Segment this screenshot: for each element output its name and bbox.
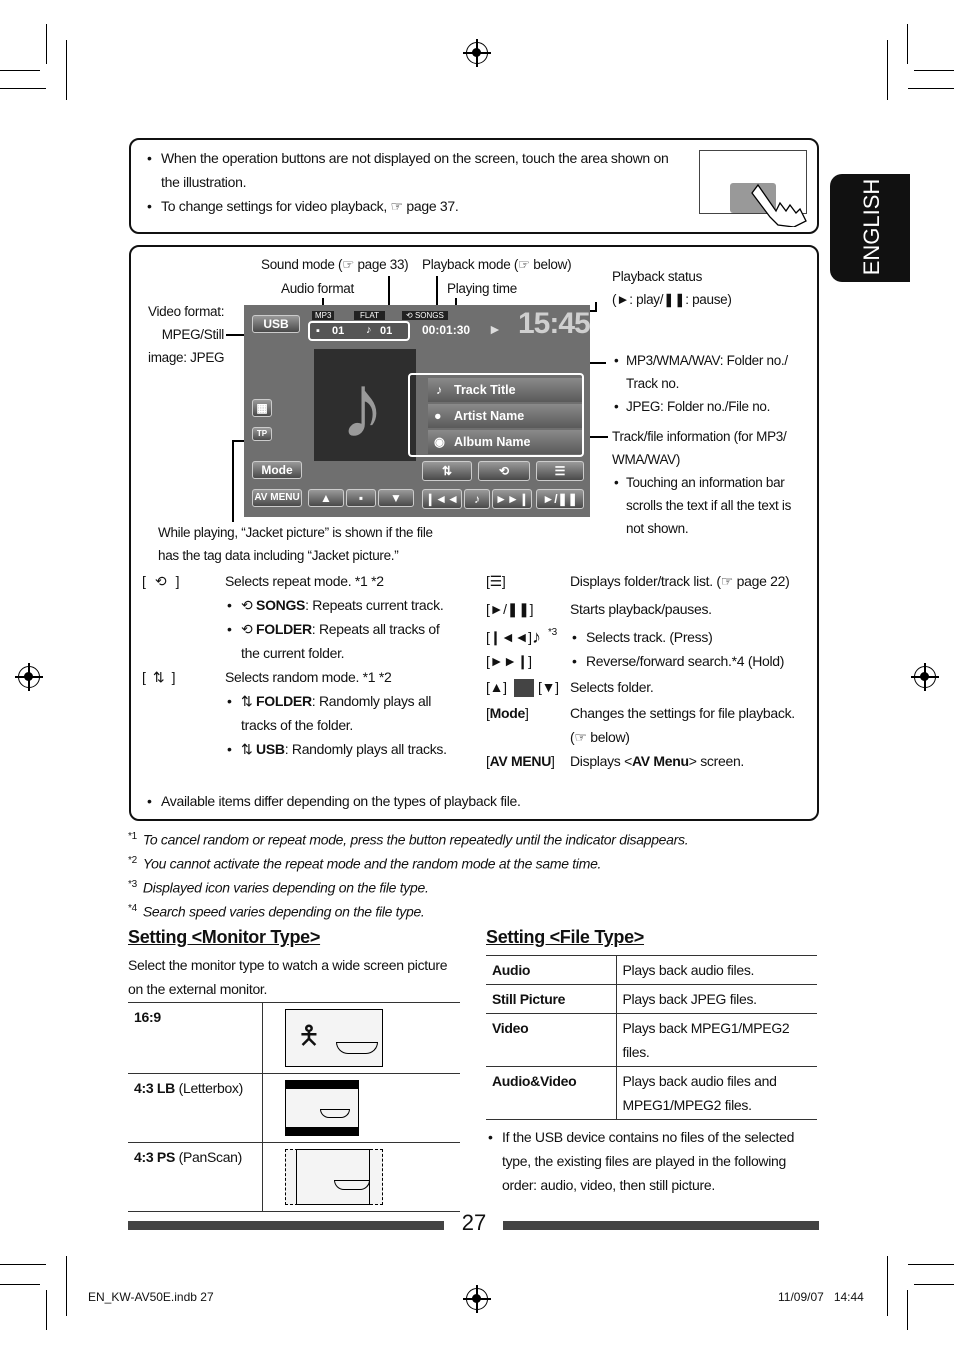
crop-mark	[0, 1284, 40, 1285]
filetype-name: Audio	[486, 956, 616, 985]
filetype-desc: Plays back JPEG files.	[616, 985, 817, 1014]
footnote-text: To cancel random or repeat mode, press the button repeatedly until the indicator disappears.	[142, 831, 689, 848]
track-title: Track Title	[454, 383, 516, 397]
random-key: [ ⇅ ]	[142, 665, 175, 689]
tp-button[interactable]: TP	[252, 427, 272, 441]
clock-display: 15:45	[518, 307, 590, 340]
random-folder-text-2: tracks of the folder.	[241, 717, 353, 733]
monitor-desc-line: on the external monitor.	[128, 981, 268, 997]
repeat-row	[142, 569, 472, 593]
hand-pointer-icon	[750, 181, 810, 227]
folder-row	[486, 675, 806, 701]
footnote	[128, 825, 688, 852]
random-icon: ⇅	[241, 693, 257, 709]
bottom-note: • Available items differ depending on the types of playback file.	[145, 789, 954, 813]
random-desc: Selects random mode. *1 *2	[225, 669, 392, 685]
mode-desc-2: (☞ below)	[570, 729, 630, 745]
crop-mark	[0, 1264, 46, 1265]
mode-button[interactable]: Mode	[252, 461, 302, 479]
monitor-option-rest: (Letterbox)	[175, 1080, 243, 1096]
footnote-mark: *1	[128, 831, 137, 842]
page-number: 27	[461, 1210, 487, 1235]
monitor-desc	[128, 953, 447, 1001]
monitor-table	[128, 1002, 460, 1212]
random-usb-label: USB	[256, 741, 285, 757]
footer-bar-right	[503, 1221, 819, 1230]
mode-row	[486, 701, 806, 749]
filetype-row[interactable]	[486, 956, 817, 985]
sound-mode-indicator: FLAT	[354, 311, 385, 320]
footnote-ref: *3	[548, 627, 557, 638]
list-row	[486, 569, 806, 597]
repeat-icon: ⟲	[241, 597, 257, 613]
mode-desc: Changes the settings for file playback.	[570, 705, 795, 721]
avmenu-desc-pre: Displays <	[570, 753, 632, 769]
filetype-desc: Plays back audio files.	[616, 956, 817, 985]
track-row	[486, 625, 806, 673]
album-name-bar[interactable]	[428, 430, 582, 454]
crop-mark	[908, 1264, 954, 1265]
monitor-panscan-illustration	[285, 1149, 383, 1205]
filetype-heading: Setting <File Type>	[486, 927, 645, 947]
track-title-bar[interactable]	[428, 378, 582, 402]
note-icon: ♪	[436, 383, 443, 397]
filetype-table	[486, 955, 817, 1120]
play-desc: Starts playback/pauses.	[570, 601, 712, 617]
callout-jacket: has the tag data including “Jacket picture.”	[158, 548, 399, 563]
crop-mark	[908, 88, 954, 89]
track-hold-desc: • Reverse/forward search.*4 (Hold)	[570, 649, 784, 673]
list-key: [☰]	[486, 573, 506, 589]
registration-mark	[466, 42, 488, 64]
crop-mark	[46, 1290, 47, 1330]
random-usb	[225, 737, 472, 761]
album-name: Album Name	[454, 435, 531, 449]
registration-mark	[466, 1288, 488, 1310]
footer-file-info: EN_KW-AV50E.indb 27	[88, 1290, 214, 1304]
filetype-desc: Plays back audio files and MPEG1/MPEG2 files.	[616, 1067, 817, 1120]
avmenu-desc-post: > screen.	[688, 753, 745, 769]
top-note-bullet: • To change settings for video playback, ☞ page 37.	[145, 194, 685, 218]
repeat-folder-text: : Repeats all tracks of	[311, 621, 440, 637]
repeat-key: [ ⟲ ]	[142, 569, 179, 593]
callout-line	[232, 440, 234, 522]
folder-icon: ▪	[346, 489, 376, 507]
mode-key-label: Mode	[489, 705, 525, 721]
monitor-row[interactable]	[128, 1143, 460, 1212]
callout-playback-mode: Playback mode (☞ below)	[422, 257, 572, 272]
crop-mark	[0, 88, 46, 89]
crop-mark	[907, 1290, 908, 1330]
up-key: [▲]	[486, 679, 507, 695]
person-icon: ●	[434, 409, 442, 423]
footnote-text: Displayed icon varies depending on the file type.	[142, 879, 429, 896]
callout-track-info-text: scrolls the text if all the text is	[626, 498, 792, 513]
track-press-desc: • Selects track. (Press)	[570, 625, 712, 649]
folder-up-button[interactable]: ▲	[308, 489, 344, 507]
avmenu-key-label: AV MENU	[489, 753, 552, 769]
footnote-mark: *3	[128, 879, 137, 890]
down-key: [▼]	[538, 679, 559, 695]
left-description	[142, 569, 472, 761]
avmenu-key: [AV MENU]	[486, 753, 555, 769]
callout-folder: • MP3/WMA/WAV: Folder no./	[614, 353, 788, 368]
touch-area-illustration	[699, 150, 807, 214]
audio-format-indicator: MP3	[312, 311, 334, 320]
jacket-picture	[314, 349, 416, 461]
avmenu-desc-bold: AV Menu	[631, 753, 689, 769]
footnote-text: Search speed varies depending on the file type.	[142, 903, 425, 920]
monitor-option	[128, 1074, 262, 1143]
filetype-row[interactable]	[486, 985, 817, 1014]
folder-icon	[514, 679, 534, 697]
monitor-option-bold: 16:9	[134, 1009, 161, 1025]
track-number: 01	[380, 325, 393, 337]
crop-mark	[914, 70, 954, 71]
filetype-name: Audio&Video	[486, 1067, 616, 1120]
monitor-desc-line: Select the monitor type to watch a wide screen picture	[128, 957, 448, 973]
boat-icon	[334, 1180, 370, 1190]
crop-mark	[887, 1256, 888, 1316]
repeat-songs-text: : Repeats current track.	[305, 597, 444, 613]
language-tab-label: ENGLISH	[859, 178, 884, 276]
random-usb-text: : Randomly plays all tracks.	[284, 741, 447, 757]
top-note-box	[129, 138, 819, 234]
playback-mode-label: SONGS	[414, 311, 444, 320]
monitor-heading: Setting <Monitor Type>	[128, 927, 321, 947]
monitor-illustration-cell	[262, 1143, 460, 1212]
playback-mode-indicator: ⟲ SONGS	[402, 311, 448, 320]
callout-playing-time: Playing time	[447, 281, 517, 296]
boat-icon	[320, 1109, 350, 1118]
folder-desc: Selects folder.	[570, 679, 654, 695]
monitor-row[interactable]	[128, 1003, 460, 1074]
footer-date: 11/09/07 14:44	[778, 1290, 864, 1304]
filetype-row[interactable]	[486, 1014, 817, 1067]
monitor-option-bold: 4:3 PS	[134, 1149, 175, 1165]
crop-mark	[907, 24, 908, 64]
callout-track-info-text: not shown.	[626, 521, 689, 536]
crop-mark	[914, 1284, 954, 1285]
repeat-icon: ⟲	[154, 573, 167, 589]
next-key: [►►❙]	[486, 653, 532, 669]
crop-mark	[887, 40, 888, 100]
boat-icon	[336, 1042, 378, 1054]
crop-mark	[66, 1256, 67, 1316]
repeat-icon: ⟲	[241, 621, 257, 637]
filetype-desc: Plays back MPEG1/MPEG2 files.	[616, 1014, 817, 1067]
crop-mark	[0, 70, 40, 71]
monitor-option-rest: (PanScan)	[175, 1149, 243, 1165]
callout-track-info: • Touching an information bar	[614, 475, 785, 490]
registration-mark	[18, 666, 40, 688]
callout-playback-status-detail: (►: play/❚❚: pause)	[612, 292, 732, 307]
callout-track-info: WMA/WAV)	[612, 452, 681, 467]
footnote-text: You cannot activate the repeat mode and the random mode at the same time.	[142, 855, 602, 872]
folder-track-display	[308, 321, 410, 341]
play-row	[486, 597, 806, 625]
random-folder-text: : Randomly plays all	[311, 693, 432, 709]
list-icon: ☰	[489, 573, 502, 589]
callout-jacket: While playing, “Jacket picture” is shown if the file	[158, 525, 433, 540]
repeat-songs	[225, 593, 472, 617]
repeat-desc: Selects repeat mode. *1 *2	[225, 573, 384, 589]
callout-folder-text: MP3/WMA/WAV: Folder no./	[626, 353, 788, 368]
monitor-letterbox-illustration	[285, 1080, 359, 1136]
callout-video-format: image: JPEG	[148, 350, 225, 365]
footnote-mark: *4	[128, 903, 137, 914]
random-icon: ⇅	[241, 741, 257, 757]
disc-icon: ◉	[434, 435, 445, 449]
crop-mark	[46, 24, 47, 64]
av-menu-button[interactable]: AV MENU	[252, 489, 302, 507]
playing-time: 00:01:30	[422, 323, 471, 337]
repeat-folder-label: FOLDER	[256, 621, 312, 637]
folder-down-button[interactable]: ▼	[378, 489, 414, 507]
note-icon: ♪	[532, 627, 541, 647]
repeat-songs-label: SONGS	[256, 597, 306, 613]
right-description	[486, 569, 806, 773]
monitor-option	[128, 1143, 262, 1212]
footnote	[128, 873, 429, 900]
repeat-folder	[225, 617, 472, 641]
monitor-option	[128, 1003, 262, 1074]
language-tab	[830, 174, 910, 282]
artist-name-bar[interactable]	[428, 404, 582, 428]
registration-mark	[914, 666, 936, 688]
random-button[interactable]: ⇅	[422, 461, 472, 481]
equalizer-icon[interactable]: ▦	[252, 399, 272, 417]
footnote	[128, 897, 425, 924]
monitor-option-bold: 4:3 LB	[134, 1080, 175, 1096]
callout-track-info-text: Touching an information bar	[626, 475, 785, 490]
filetype-note: • If the USB device contains no files of the selected type, the existing files are played in the following order: audio, video, then still picture.	[486, 1125, 806, 1197]
random-folder-label: FOLDER	[256, 693, 312, 709]
crop-mark	[66, 40, 67, 100]
monitor-16-9-illustration	[285, 1009, 383, 1067]
callout-folder-text: JPEG: Folder no./File no.	[626, 399, 771, 414]
callout-sound-mode: Sound mode (☞ page 33)	[261, 257, 409, 272]
callout-video-format: MPEG/Still	[161, 327, 224, 342]
music-note-icon: ♪	[340, 357, 385, 457]
prev-key: [❙◄◄]	[486, 629, 532, 645]
play-status-icon: ►	[488, 321, 502, 337]
footnote-mark: *2	[128, 855, 137, 866]
note-icon: ♪	[464, 489, 490, 509]
figure-icon: 🯅	[297, 1020, 321, 1050]
callout-folder-text: Track no.	[626, 376, 680, 391]
footnote	[128, 849, 601, 876]
note-icon: ♪	[366, 324, 372, 336]
filetype-name: Video	[486, 1014, 616, 1067]
random-icon: ⇅	[152, 669, 165, 685]
callout-track-info: Track/file information (for MP3/	[612, 429, 787, 444]
list-desc: Displays folder/track list. (☞ page 22)	[570, 573, 790, 589]
random-row	[142, 665, 472, 689]
monitor-illustration-cell	[262, 1003, 460, 1074]
filetype-row[interactable]	[486, 1067, 817, 1120]
mode-key: [Mode]	[486, 705, 529, 721]
avmenu-row	[486, 749, 806, 773]
random-folder	[225, 689, 472, 713]
repeat-button[interactable]: ⟲	[478, 461, 530, 481]
filetype-name: Still Picture	[486, 985, 616, 1014]
callout-audio-format: Audio format	[281, 281, 354, 296]
callout-video-format: Video format:	[148, 304, 225, 319]
usb-source-button[interactable]: USB	[252, 315, 300, 333]
callout-folder: • JPEG: Folder no./File no.	[614, 399, 771, 414]
play-key: [►/❚❚]	[486, 601, 534, 617]
folder-number: 01	[332, 325, 345, 337]
artist-name: Artist Name	[454, 409, 525, 423]
monitor-row[interactable]	[128, 1074, 460, 1143]
footer-bar-left	[128, 1221, 444, 1230]
folder-icon: ▪	[316, 325, 320, 337]
monitor-illustration-cell	[262, 1074, 460, 1143]
avmenu-desc	[570, 749, 744, 773]
list-button[interactable]: ☰	[536, 461, 584, 481]
play-pause-button[interactable]: ►/❚❚	[536, 489, 584, 509]
repeat-folder-text-2: the current folder.	[241, 645, 345, 661]
top-note-bullet: • When the operation buttons are not displayed on the screen, touch the area shown on the illustration.	[145, 146, 685, 194]
top-note-bullets	[145, 146, 685, 218]
callout-playback-status: Playback status	[612, 269, 703, 284]
previous-track-button[interactable]: ❙◄◄	[422, 489, 462, 509]
callout-line	[595, 302, 597, 312]
next-track-button[interactable]: ►►❙	[492, 489, 532, 509]
